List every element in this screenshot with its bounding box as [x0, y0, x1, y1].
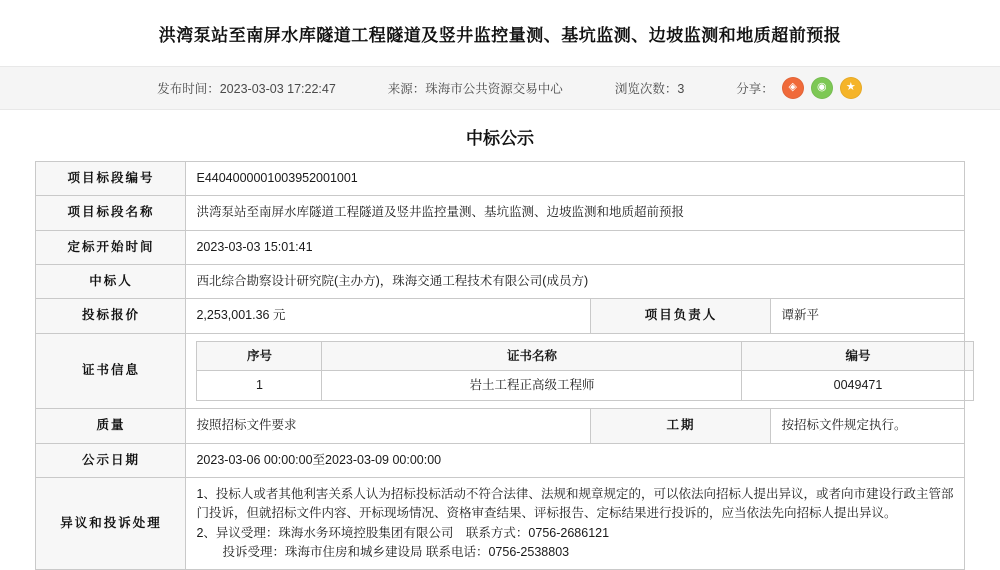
- label-manager: 项目负责人: [591, 299, 771, 333]
- label-cert: 证书信息: [36, 333, 186, 409]
- value-bid-time: 2023-03-03 15:01:41: [186, 230, 964, 264]
- share-favorite-icon[interactable]: ★: [840, 77, 862, 99]
- meta-bar: [0, 66, 1000, 110]
- cert-name: 岩土工程正高级工程师: [322, 371, 742, 401]
- share-wechat-icon[interactable]: ◉: [811, 77, 833, 99]
- cert-table: [196, 341, 974, 402]
- objection-paragraph-3: 投诉受理：珠海市住房和城乡建设局 联系电话：0756-2538803: [222, 545, 570, 560]
- cert-col-name: 证书名称: [322, 341, 742, 371]
- value-project-name: 洪湾泵站至南屏水库隧道工程隧道及竖井监控量测、基坑监测、边坡监测和地质超前预报: [186, 196, 964, 230]
- page-title: 洪湾泵站至南屏水库隧道工程隧道及竖井监控量测、基坑监测、边坡监测和地质超前预报: [158, 26, 842, 45]
- value-price: 2,253,001.36 元: [186, 299, 591, 333]
- label-publicity-date: 公示日期: [36, 443, 186, 477]
- table-row: [36, 264, 964, 298]
- value-duration: 按招标文件规定执行。: [771, 409, 964, 443]
- label-project-name: 项目标段名称: [36, 196, 186, 230]
- view-count: 浏览次数：3: [614, 81, 685, 96]
- section-title: 中标公示: [466, 128, 534, 148]
- table-row: [36, 196, 964, 230]
- bid-info-table: [35, 161, 964, 570]
- cert-cell: [186, 333, 964, 409]
- share-weibo-icon[interactable]: ◈: [782, 77, 804, 99]
- table-row: [197, 371, 974, 401]
- objection-paragraph-1: 1、投标人或者其他利害关系人认为招标投标活动不符合法律、法规和规章规定的，可以依法向招标人提出异议，或者向市建设行政主管部门投诉，但就招标文件内容、开标现场情况、资格审查结果、评标报告、定标结果进行投诉的，应当依法先向招标人提出异议。: [196, 486, 954, 521]
- cert-col-index: 序号: [197, 341, 322, 371]
- table-row: [36, 161, 964, 195]
- table-row: [36, 477, 964, 570]
- table-row: [36, 443, 964, 477]
- label-price: 投标报价: [36, 299, 186, 333]
- value-winner: 西北综合勘察设计研究院(主办方)，珠海交通工程技术有限公司(成员方): [186, 264, 964, 298]
- share-label: 分享：: [736, 81, 774, 96]
- cert-col-number: 编号: [742, 341, 974, 371]
- value-objection: [186, 477, 964, 570]
- value-publicity-date: 2023-03-06 00:00:00至2023-03-09 00:00:00: [186, 443, 964, 477]
- label-winner: 中标人: [36, 264, 186, 298]
- label-duration: 工期: [591, 409, 771, 443]
- value-project-code: E4404000001003952001001: [186, 161, 964, 195]
- cert-index: 1: [197, 371, 322, 401]
- table-row: [36, 409, 964, 443]
- table-row: [36, 230, 964, 264]
- label-bid-time: 定标开始时间: [36, 230, 186, 264]
- label-objection: 异议和投诉处理: [36, 477, 186, 570]
- value-quality: 按照招标文件要求: [186, 409, 591, 443]
- cert-number: 0049471: [742, 371, 974, 401]
- objection-paragraph-2: 2、异议受理：珠海水务环境控股集团有限公司 联系方式：0756-2686121: [196, 525, 610, 540]
- source-label: 来源：珠海市公共资源交易中心: [387, 81, 563, 96]
- share-group: [736, 77, 869, 99]
- table-row: [36, 299, 964, 333]
- publish-time: 发布时间：2023-03-03 17:22:47: [157, 81, 336, 96]
- table-row: [36, 333, 964, 409]
- label-project-code: 项目标段编号: [36, 161, 186, 195]
- cert-header-row: [197, 341, 974, 371]
- value-manager: 谭新平: [771, 299, 964, 333]
- label-quality: 质量: [36, 409, 186, 443]
